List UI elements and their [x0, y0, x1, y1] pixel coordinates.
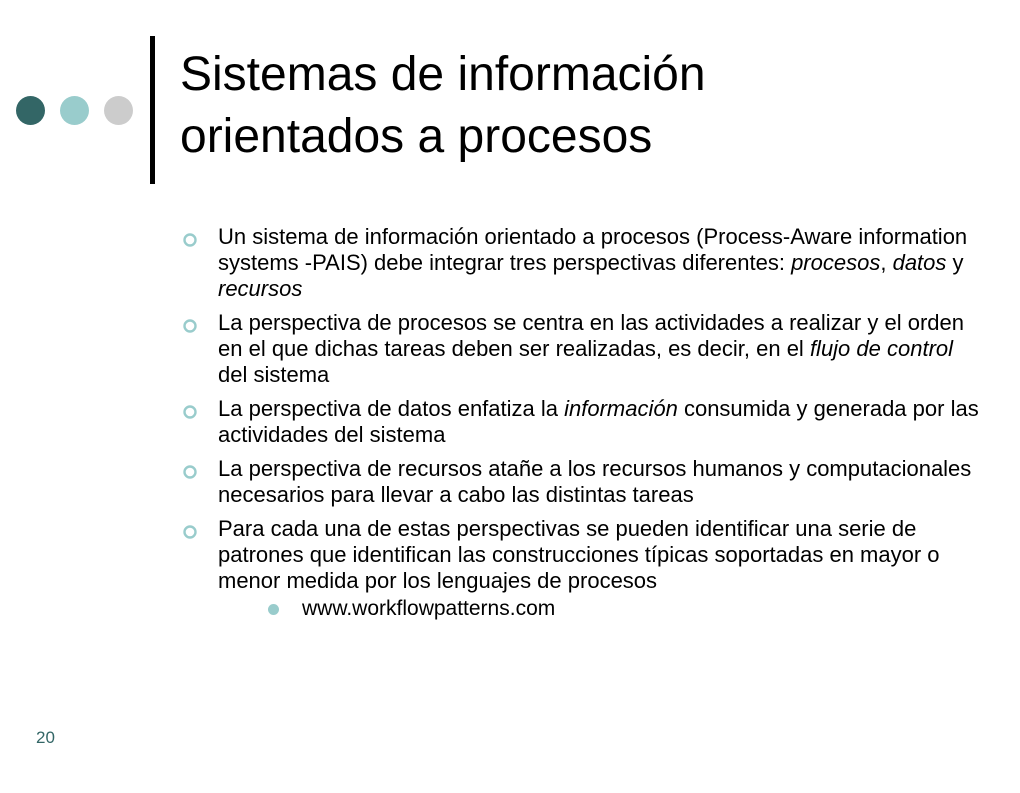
sub-bullet-item — [254, 596, 982, 622]
title-divider — [150, 36, 155, 184]
bullet-emphasis: recursos — [218, 276, 303, 301]
bullet-text: La perspectiva de procesos se centra en las actividades a realizar y el orden en el que dichas tareas deben ser realizadas, es decir, en el — [218, 310, 964, 361]
bullet-text: La perspectiva de recursos atañe a los recursos humanos y computacionales necesarios para llevar a cabo las distintas tareas — [218, 456, 972, 507]
bullet-item — [182, 516, 982, 622]
bullet-emphasis: datos — [892, 250, 947, 275]
workflow-patterns-link[interactable]: www.workflowpatterns.com — [302, 597, 556, 620]
decorative-dots — [16, 96, 136, 128]
bullet-emphasis: procesos — [791, 250, 881, 275]
slide-title: Sistemas de información orientados a procesos — [180, 48, 706, 163]
ring-bullet-icon — [182, 524, 198, 540]
bullet-text: La perspectiva de datos enfatiza la — [218, 396, 565, 421]
bullet-text: del sistema — [218, 362, 330, 387]
ring-bullet-icon — [182, 232, 198, 248]
bullet-text: consumida y generada por las actividades del sistema — [218, 396, 979, 447]
bullet-emphasis: información — [564, 396, 678, 421]
slide-number: 20 — [36, 728, 55, 747]
bullet-text: , — [880, 250, 893, 275]
bullet-text: Un sistema de información orientado a procesos (Process-Aware information systems -PAIS) debe integrar tres perspectivas diferentes: — [218, 224, 968, 275]
dark-teal-dot-icon — [16, 96, 45, 125]
bullet-item — [182, 310, 982, 388]
bullet-item — [182, 224, 982, 302]
ring-bullet-icon — [182, 318, 198, 334]
bullet-emphasis: flujo de control — [809, 336, 954, 361]
bullet-list — [182, 224, 982, 630]
bullet-text: Para cada una de estas perspectivas se pueden identificar una serie de patrones que identifican las construcciones típicas soportadas en mayor o menor medida por los lenguajes de procesos — [218, 516, 940, 593]
ring-bullet-icon — [182, 404, 198, 420]
dot-bullet-icon — [268, 604, 279, 615]
bullet-text: y — [946, 250, 964, 275]
light-teal-dot-icon — [60, 96, 89, 125]
ring-bullet-icon — [182, 464, 198, 480]
bullet-item — [182, 456, 982, 508]
bullet-item — [182, 396, 982, 448]
gray-dot-icon — [104, 96, 133, 125]
